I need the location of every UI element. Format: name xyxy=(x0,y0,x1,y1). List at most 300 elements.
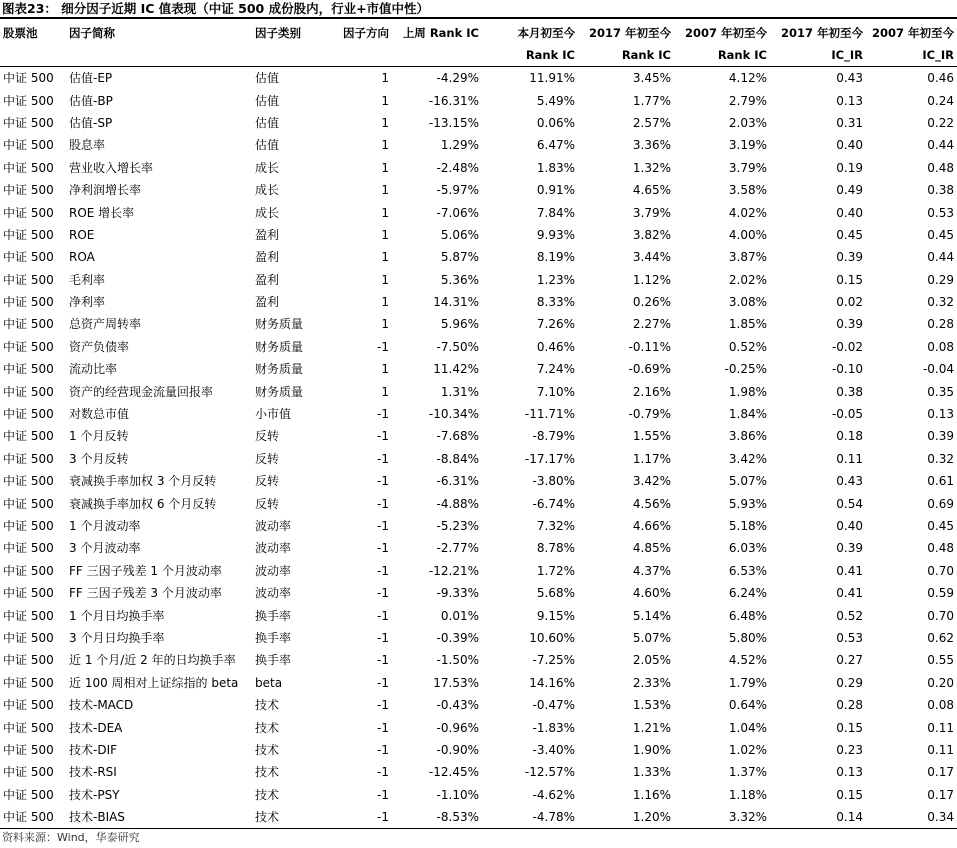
cell-2017-icir: 0.13 xyxy=(836,93,863,108)
cell-factor-name: 技术-MACD xyxy=(69,698,134,713)
table-row xyxy=(0,246,957,268)
cell-2007-ic: 1.79% xyxy=(728,675,767,690)
cell-month-ic: 1.72% xyxy=(536,563,575,578)
table-row xyxy=(0,560,957,582)
cell-pool: 中证 500 xyxy=(3,653,54,668)
cell-factor-name: 估值-EP xyxy=(69,71,113,86)
header-2007ir-bottom: IC_IR xyxy=(866,44,957,67)
cell-pool: 中证 500 xyxy=(3,765,54,780)
cell-month-ic: -6.74% xyxy=(532,496,575,511)
cell-factor-name: ROE xyxy=(69,227,95,242)
cell-2007-ic: 1.85% xyxy=(728,317,767,332)
cell-factor-name: 近 1 个月/近 2 年的日均换手率 xyxy=(69,653,236,668)
cell-direction: -1 xyxy=(377,586,389,601)
cell-pool: 中证 500 xyxy=(3,115,54,130)
cell-2007-icir: 0.59 xyxy=(927,586,954,601)
table-row xyxy=(0,537,957,559)
cell-2017-icir: 0.27 xyxy=(836,653,863,668)
header-2017ir-top: 2017 年初至今 xyxy=(780,26,863,40)
cell-category: 盈利 xyxy=(255,272,280,287)
cell-pool: 中证 500 xyxy=(3,250,54,265)
cell-last-week-ic: 5.06% xyxy=(440,227,479,242)
table-row xyxy=(0,112,957,134)
cell-direction: -1 xyxy=(377,698,389,713)
cell-month-ic: -3.40% xyxy=(532,742,575,757)
cell-factor-name: 资产负债率 xyxy=(69,339,130,354)
cell-2007-ic: 1.84% xyxy=(728,407,767,422)
cell-2007-ic: 4.00% xyxy=(728,227,767,242)
cell-factor-name: 3 个月波动率 xyxy=(69,541,141,556)
cell-category: 反转 xyxy=(255,451,280,466)
cell-month-ic: -0.47% xyxy=(532,698,575,713)
cell-2017-ic: 4.37% xyxy=(632,563,671,578)
cell-factor-name: 技术-DIF xyxy=(69,742,118,757)
cell-month-ic: 0.06% xyxy=(536,115,575,130)
cell-2007-icir: -0.04 xyxy=(922,362,954,377)
cell-month-ic: 0.46% xyxy=(536,339,575,354)
cell-pool: 中证 500 xyxy=(3,630,54,645)
table-row xyxy=(0,761,957,783)
cell-2017-ic: -0.11% xyxy=(628,339,671,354)
cell-2017-ic: 1.16% xyxy=(632,787,671,802)
cell-last-week-ic: 5.36% xyxy=(440,272,479,287)
factor-ic-table xyxy=(0,22,957,829)
cell-direction: 1 xyxy=(381,93,389,108)
cell-direction: -1 xyxy=(377,339,389,354)
cell-last-week-ic: 5.87% xyxy=(440,250,479,265)
cell-factor-name: 对数总市值 xyxy=(69,407,130,422)
cell-category: 估值 xyxy=(255,115,280,130)
table-row xyxy=(0,470,957,492)
cell-2017-icir: 0.18 xyxy=(836,429,863,444)
cell-last-week-ic: -2.77% xyxy=(436,541,479,556)
cell-last-week-ic: -0.96% xyxy=(436,720,479,735)
cell-2007-ic: 4.52% xyxy=(728,653,767,668)
cell-month-ic: 7.84% xyxy=(536,205,575,220)
cell-direction: -1 xyxy=(377,519,389,533)
cell-direction: 1 xyxy=(381,183,389,198)
cell-direction: 1 xyxy=(381,362,389,377)
cell-month-ic: 14.16% xyxy=(529,675,575,690)
table-row xyxy=(0,358,957,380)
table-row xyxy=(0,694,957,716)
cell-month-ic: 8.78% xyxy=(536,541,575,556)
cell-last-week-ic: -1.50% xyxy=(436,653,479,668)
cell-2017-icir: -0.10 xyxy=(831,362,863,377)
cell-category: 换手率 xyxy=(255,630,292,645)
cell-2007-ic: 1.02% xyxy=(728,742,767,757)
cell-2017-icir: 0.39 xyxy=(836,250,863,265)
cell-last-week-ic: 14.31% xyxy=(433,295,479,310)
cell-2017-ic: 1.53% xyxy=(632,698,671,713)
cell-month-ic: 5.49% xyxy=(536,93,575,108)
cell-last-week-ic: 0.01% xyxy=(440,608,479,623)
cell-category: 反转 xyxy=(255,474,280,489)
cell-2017-ic: 5.14% xyxy=(632,608,671,623)
cell-category: 反转 xyxy=(255,429,280,444)
cell-factor-name: 技术-DEA xyxy=(69,720,123,735)
cell-category: beta xyxy=(255,675,283,690)
header-direction: 因子方向 xyxy=(343,26,389,40)
cell-month-ic: 1.83% xyxy=(536,160,575,175)
cell-2007-icir: 0.13 xyxy=(927,407,954,422)
cell-2017-ic: 1.32% xyxy=(632,160,671,175)
cell-2017-icir: 0.52 xyxy=(836,608,863,623)
cell-2007-ic: 5.80% xyxy=(728,630,767,645)
cell-month-ic: 7.32% xyxy=(536,519,575,533)
cell-last-week-ic: 1.29% xyxy=(440,138,479,153)
cell-month-ic: 8.33% xyxy=(536,295,575,310)
cell-2017-icir: 0.43 xyxy=(836,71,863,86)
source-note: 资料来源：Wind，华泰研究 xyxy=(2,831,140,844)
cell-pool: 中证 500 xyxy=(3,519,54,533)
cell-2007-icir: 0.45 xyxy=(927,519,954,533)
cell-pool: 中证 500 xyxy=(0,806,66,829)
cell-2007-ic: 2.02% xyxy=(728,272,767,287)
table-row xyxy=(0,448,957,470)
cell-factor-name: 衰减换手率加权 3 个月反转 xyxy=(69,474,217,489)
cell-2007-ic: 3.79% xyxy=(728,160,767,175)
cell-factor-name: 总资产周转率 xyxy=(69,317,142,332)
cell-pool: 中证 500 xyxy=(3,384,54,399)
cell-2007-icir: 0.38 xyxy=(927,183,954,198)
cell-category: 技术 xyxy=(252,806,332,829)
header-pool: 股票池 xyxy=(3,26,38,40)
cell-factor-name: 净利润增长率 xyxy=(69,183,142,198)
cell-last-week-ic: -16.31% xyxy=(428,93,479,108)
cell-2007-ic: 0.52% xyxy=(728,339,767,354)
cell-month-ic: -11.71% xyxy=(524,407,575,422)
cell-direction: -1 xyxy=(377,787,389,802)
cell-pool: 中证 500 xyxy=(3,71,54,86)
header-month-bottom: Rank IC xyxy=(482,44,578,67)
cell-category: 成长 xyxy=(255,160,280,175)
cell-2017-icir: 0.38 xyxy=(836,384,863,399)
cell-2007-ic: 1.98% xyxy=(728,384,767,399)
cell-direction: -1 xyxy=(377,720,389,735)
cell-pool: 中证 500 xyxy=(3,720,54,735)
cell-direction: -1 xyxy=(377,765,389,780)
cell-last-week-ic: -4.88% xyxy=(436,496,479,511)
cell-2007-ic: 1.37% xyxy=(728,765,767,780)
cell-2007-icir: 0.62 xyxy=(927,630,954,645)
cell-2007-icir: 0.48 xyxy=(927,541,954,556)
table-row xyxy=(0,716,957,738)
cell-direction: -1 xyxy=(377,608,389,623)
cell-category: 盈利 xyxy=(255,250,280,265)
cell-2017-ic: 1.12% xyxy=(632,272,671,287)
cell-2007-icir: 0.08 xyxy=(927,698,954,713)
cell-2007-ic: 6.24% xyxy=(728,586,767,601)
table-row xyxy=(0,201,957,223)
cell-category: 成长 xyxy=(255,205,280,220)
cell-last-week-ic: -1.10% xyxy=(436,787,479,802)
cell-month-ic: 7.26% xyxy=(536,317,575,332)
cell-direction: 1 xyxy=(381,138,389,153)
cell-2017-ic: 1.55% xyxy=(632,429,671,444)
table-row xyxy=(0,269,957,291)
cell-last-week-ic: -0.39% xyxy=(436,630,479,645)
cell-direction: 1 xyxy=(381,71,389,86)
table-row xyxy=(0,403,957,425)
cell-direction: 1 xyxy=(381,115,389,130)
cell-2007-icir: 0.28 xyxy=(927,317,954,332)
cell-last-week-ic: -10.34% xyxy=(428,407,479,422)
cell-month-ic: 1.23% xyxy=(536,272,575,287)
cell-2007-icir: 0.34 xyxy=(866,806,957,829)
cell-last-week-ic: -4.29% xyxy=(436,71,479,86)
cell-2007-ic: 6.53% xyxy=(728,563,767,578)
cell-2017-ic: 1.90% xyxy=(632,742,671,757)
cell-2017-ic: 2.27% xyxy=(632,317,671,332)
cell-pool: 中证 500 xyxy=(3,339,54,354)
cell-factor-name: 流动比率 xyxy=(69,362,118,377)
cell-2017-icir: 0.14 xyxy=(770,806,866,829)
cell-direction: -1 xyxy=(377,474,389,489)
cell-2007-ic: 3.19% xyxy=(728,138,767,153)
table-row xyxy=(0,179,957,201)
cell-category: 技术 xyxy=(255,787,280,802)
cell-2007-icir: 0.32 xyxy=(927,295,954,310)
table-row xyxy=(0,604,957,626)
table-row xyxy=(0,89,957,111)
cell-category: 技术 xyxy=(255,765,280,780)
table-row xyxy=(0,134,957,156)
table-row xyxy=(0,67,957,90)
cell-2017-icir: 0.43 xyxy=(836,474,863,489)
cell-direction: -1 xyxy=(377,407,389,422)
cell-category: 估值 xyxy=(255,71,280,86)
cell-last-week-ic: -5.97% xyxy=(436,183,479,198)
cell-2017-icir: 0.39 xyxy=(836,541,863,556)
cell-2017-ic: 1.17% xyxy=(632,451,671,466)
cell-2017-icir: 0.15 xyxy=(836,272,863,287)
cell-2017-ic: 2.05% xyxy=(632,653,671,668)
cell-month-ic: -12.57% xyxy=(524,765,575,780)
cell-last-week-ic: -7.06% xyxy=(436,205,479,220)
cell-direction: 1 xyxy=(381,295,389,310)
cell-pool: 中证 500 xyxy=(3,429,54,444)
cell-direction: -1 xyxy=(377,451,389,466)
cell-category: 成长 xyxy=(255,183,280,198)
cell-pool: 中证 500 xyxy=(3,496,54,511)
cell-factor-name: FF 三因子残差 3 个月波动率 xyxy=(69,586,222,601)
cell-month-ic: -4.78% xyxy=(482,806,578,829)
cell-factor-name: ROA xyxy=(69,250,95,265)
cell-direction: -1 xyxy=(377,630,389,645)
cell-2007-ic: 4.12% xyxy=(728,71,767,86)
header-category: 因子类别 xyxy=(255,26,301,40)
cell-category: 技术 xyxy=(255,698,280,713)
cell-2017-icir: 0.15 xyxy=(836,787,863,802)
cell-2007-icir: 0.29 xyxy=(927,272,954,287)
cell-2007-icir: 0.20 xyxy=(927,675,954,690)
cell-2017-ic: 0.26% xyxy=(632,295,671,310)
cell-pool: 中证 500 xyxy=(3,698,54,713)
cell-pool: 中证 500 xyxy=(3,742,54,757)
cell-direction: -1 xyxy=(377,541,389,556)
cell-2007-ic: 3.42% xyxy=(728,451,767,466)
cell-direction: -1 xyxy=(377,563,389,578)
table-row xyxy=(0,380,957,402)
table-row xyxy=(0,672,957,694)
cell-2017-ic: 3.36% xyxy=(632,138,671,153)
cell-2007-icir: 0.61 xyxy=(927,474,954,489)
cell-2007-icir: 0.69 xyxy=(927,496,954,511)
cell-2007-icir: 0.08 xyxy=(927,339,954,354)
cell-2017-icir: 0.19 xyxy=(836,160,863,175)
cell-2007-icir: 0.44 xyxy=(927,138,954,153)
cell-2007-ic: 3.32% xyxy=(674,806,770,829)
table-row xyxy=(0,806,957,829)
cell-factor-name: 毛利率 xyxy=(69,272,106,287)
cell-2007-icir: 0.17 xyxy=(927,765,954,780)
cell-pool: 中证 500 xyxy=(3,160,54,175)
cell-factor-name: 资产的经营现金流量回报率 xyxy=(69,384,214,399)
cell-2007-ic: 6.48% xyxy=(728,608,767,623)
cell-2007-icir: 0.22 xyxy=(927,115,954,130)
cell-category: 估值 xyxy=(255,93,280,108)
cell-category: 技术 xyxy=(255,720,280,735)
table-row xyxy=(0,739,957,761)
cell-factor-name: 技术-PSY xyxy=(69,787,120,802)
cell-last-week-ic: -12.21% xyxy=(428,563,479,578)
cell-direction: 1 xyxy=(381,160,389,175)
cell-direction: 1 xyxy=(381,205,389,220)
cell-pool: 中证 500 xyxy=(3,675,54,690)
cell-direction: -1 xyxy=(377,653,389,668)
cell-2007-icir: 0.24 xyxy=(927,93,954,108)
cell-2017-icir: 0.41 xyxy=(836,563,863,578)
table-row xyxy=(0,649,957,671)
cell-2017-icir: 0.23 xyxy=(836,742,863,757)
cell-last-week-ic: -2.48% xyxy=(436,160,479,175)
cell-month-ic: 9.15% xyxy=(536,608,575,623)
cell-last-week-ic: 5.96% xyxy=(440,317,479,332)
cell-2017-icir: 0.29 xyxy=(836,675,863,690)
cell-2017-icir: 0.40 xyxy=(836,519,863,533)
cell-2017-ic: 2.16% xyxy=(632,384,671,399)
header-2007-bottom: Rank IC xyxy=(674,44,770,67)
table-row xyxy=(0,291,957,313)
cell-factor-name: 衰减换手率加权 6 个月反转 xyxy=(69,496,217,511)
cell-2007-icir: 0.55 xyxy=(927,653,954,668)
cell-2007-icir: 0.53 xyxy=(927,205,954,220)
cell-last-week-ic: -6.31% xyxy=(436,474,479,489)
cell-2017-icir: -0.05 xyxy=(831,407,863,422)
cell-2007-icir: 0.39 xyxy=(927,429,954,444)
cell-pool: 中证 500 xyxy=(3,563,54,578)
cell-2017-icir: 0.13 xyxy=(836,765,863,780)
cell-2017-ic: 1.21% xyxy=(632,720,671,735)
cell-2007-icir: 0.11 xyxy=(927,720,954,735)
cell-pool: 中证 500 xyxy=(3,474,54,489)
cell-last-week-ic: -5.23% xyxy=(436,519,479,533)
cell-factor-name: 估值-BP xyxy=(69,93,113,108)
header-2007-top: 2007 年初至今 xyxy=(684,26,767,40)
cell-2007-icir: 0.45 xyxy=(927,227,954,242)
cell-pool: 中证 500 xyxy=(3,272,54,287)
cell-pool: 中证 500 xyxy=(3,407,54,422)
cell-2007-ic: 3.58% xyxy=(728,183,767,198)
cell-category: 财务质量 xyxy=(255,384,304,399)
cell-2007-ic: 3.08% xyxy=(728,295,767,310)
cell-2007-ic: -0.25% xyxy=(724,362,767,377)
cell-month-ic: 6.47% xyxy=(536,138,575,153)
cell-factor-name: 股息率 xyxy=(69,138,106,153)
cell-2007-icir: 0.44 xyxy=(927,250,954,265)
cell-2017-icir: 0.39 xyxy=(836,317,863,332)
header-2017-top: 2017 年初至今 xyxy=(588,26,671,40)
cell-factor-name: 估值-SP xyxy=(69,115,113,130)
cell-direction: 1 xyxy=(381,272,389,287)
cell-2017-icir: 0.31 xyxy=(836,115,863,130)
cell-2017-ic: 3.45% xyxy=(632,71,671,86)
cell-2007-ic: 1.18% xyxy=(728,787,767,802)
cell-2017-ic: 4.60% xyxy=(632,586,671,601)
cell-category: 反转 xyxy=(255,496,280,511)
cell-pool: 中证 500 xyxy=(3,586,54,601)
cell-category: 估值 xyxy=(255,138,280,153)
table-row xyxy=(0,224,957,246)
cell-category: 波动率 xyxy=(255,563,292,578)
cell-2017-ic: 4.66% xyxy=(632,519,671,533)
cell-factor-name: 1 个月日均换手率 xyxy=(69,608,165,623)
cell-2017-ic: 3.79% xyxy=(632,205,671,220)
cell-month-ic: 7.24% xyxy=(536,362,575,377)
cell-pool: 中证 500 xyxy=(3,362,54,377)
cell-2007-ic: 6.03% xyxy=(728,541,767,556)
cell-pool: 中证 500 xyxy=(3,608,54,623)
cell-factor-name: 1 个月波动率 xyxy=(69,519,141,533)
cell-month-ic: 10.60% xyxy=(529,630,575,645)
cell-2017-icir: 0.53 xyxy=(836,630,863,645)
cell-pool: 中证 500 xyxy=(3,93,54,108)
cell-2017-icir: 0.45 xyxy=(836,227,863,242)
cell-direction: -1 xyxy=(377,496,389,511)
cell-2017-icir: 0.02 xyxy=(836,295,863,310)
cell-last-week-ic: 1.31% xyxy=(440,384,479,399)
cell-direction: 1 xyxy=(381,317,389,332)
cell-2007-icir: 0.32 xyxy=(927,451,954,466)
cell-2017-ic: 3.42% xyxy=(632,474,671,489)
cell-2017-icir: -0.02 xyxy=(831,339,863,354)
cell-2017-icir: 0.15 xyxy=(836,720,863,735)
cell-2007-icir: 0.70 xyxy=(927,563,954,578)
cell-factor-name: 3 个月反转 xyxy=(69,451,129,466)
table-row xyxy=(0,582,957,604)
cell-factor-name: 营业收入增长率 xyxy=(69,160,154,175)
cell-month-ic: -4.62% xyxy=(532,787,575,802)
cell-2017-icir: 0.49 xyxy=(836,183,863,198)
header-2017-bottom: Rank IC xyxy=(578,44,674,67)
cell-factor-name: ROE 增长率 xyxy=(69,205,135,220)
cell-direction: -1 xyxy=(377,429,389,444)
table-row xyxy=(0,784,957,806)
table-row xyxy=(0,492,957,514)
cell-category: 财务质量 xyxy=(255,339,304,354)
cell-category: 财务质量 xyxy=(255,362,304,377)
cell-month-ic: -8.79% xyxy=(532,429,575,444)
cell-2017-icir: 0.28 xyxy=(836,698,863,713)
cell-pool: 中证 500 xyxy=(3,183,54,198)
cell-last-week-ic: -0.90% xyxy=(436,742,479,757)
cell-category: 财务质量 xyxy=(255,317,304,332)
cell-2007-ic: 5.07% xyxy=(728,474,767,489)
cell-2007-ic: 2.79% xyxy=(728,93,767,108)
cell-month-ic: 0.91% xyxy=(536,183,575,198)
cell-factor-name: 1 个月反转 xyxy=(69,429,129,444)
